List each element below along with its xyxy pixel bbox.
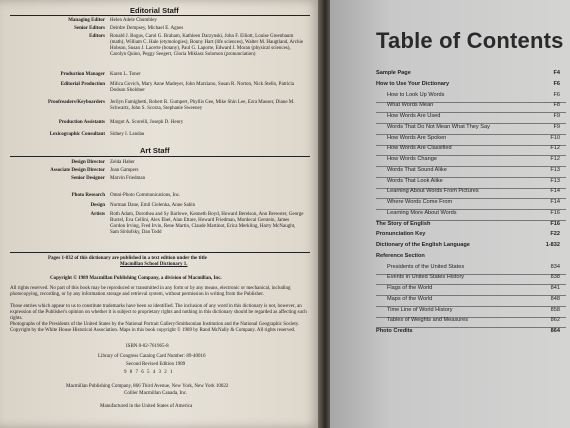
credit-role: Artists <box>90 212 105 217</box>
toc-entry <box>376 167 566 178</box>
toc-entry-title: Learning About Words From Pictures <box>387 188 479 195</box>
toc-entry <box>376 231 566 241</box>
credit-names: Zelda Haber <box>110 160 135 165</box>
lccn: Library of Congress Catalog Card Number: 89-40016 <box>98 354 206 359</box>
toc-entry-page: 858 <box>550 306 560 313</box>
credit-role: Design Director <box>71 160 105 165</box>
credit-names: Marvin Friedman <box>110 176 146 181</box>
toc-entry-page: 1-832 <box>545 242 560 248</box>
credit-names: Deirdre Dempsey, Michael E. Agnes <box>110 26 184 31</box>
toc-entry-page: F16 <box>550 209 560 216</box>
toc-entry-title: Learning More About Words <box>387 209 457 216</box>
toc-entry-title: The Story of English <box>376 220 431 227</box>
credit-role: Associate Design Director <box>50 168 105 173</box>
toc-entry-title: Where Words Come From <box>387 199 453 205</box>
toc-entry-title: Flags of the World <box>387 285 433 291</box>
toc-entry-title: How Words Are Spoken <box>387 134 447 141</box>
toc-entry-title: How Words Change <box>387 156 437 162</box>
toc-entry-title: Sample Page <box>376 70 411 76</box>
toc-entry <box>376 317 566 328</box>
toc-entry <box>376 307 566 318</box>
edition: Second Revised Edition 1989 <box>126 362 186 367</box>
toc-entry <box>376 188 566 199</box>
toc-entry-page: F4 <box>553 70 560 76</box>
copyright-line: Copyright © 1989 Macmillan Publishing Company, a division of Macmillan, Inc. <box>50 276 222 281</box>
toc-entry-title: How Words Are Classified <box>387 145 452 152</box>
copyright-rule <box>10 252 310 253</box>
trademark-paragraph: Those entries which appear to us to constitute trademarks have been so identified. The inclusion of any word in this dictionary is not, however, an expression of the Publisher's opinion on whether it is subject to proprietary rights and nothing in this dictionary should be regarded as affecting such rights. <box>10 304 307 321</box>
toc-entry <box>376 124 566 135</box>
toc-entry-page: 848 <box>550 295 560 302</box>
toc-entry-title: Time Line of World History <box>387 306 453 313</box>
toc-entry <box>376 178 566 189</box>
toc-entry <box>376 296 566 307</box>
toc-entry-page: 864 <box>550 328 560 334</box>
isbn: ISBN 0-02-761965-8 <box>126 344 169 349</box>
credit-names: Margot A. Scorelli, Joseph D. Henry <box>110 120 184 125</box>
toc-entry-page: F14 <box>550 188 560 195</box>
toc-entry-title: Words That Look Alike <box>387 177 443 184</box>
toc-entry-page: 838 <box>550 274 560 281</box>
credit-names: Helen Adele Chumbley <box>110 18 157 23</box>
manufactured-note: Manufactured in the United States of America <box>100 404 193 409</box>
credit-role: Production Assistants <box>58 120 105 125</box>
editorial-staff-heading: Editorial Staff <box>130 6 179 15</box>
toc-entry <box>376 242 566 252</box>
credit-role: Design <box>90 203 105 208</box>
toc-entry-title: What Words Mean <box>387 102 434 109</box>
toc-entry-page: F10 <box>550 134 560 141</box>
credit-role: Managing Editor <box>68 18 105 23</box>
toc-entry <box>376 92 566 103</box>
art-staff-heading: Art Staff <box>140 146 170 155</box>
toc-entry-page: F9 <box>553 113 560 119</box>
toc-entry <box>376 264 566 275</box>
toc-entry-page: 834 <box>550 263 560 270</box>
art-heading-rule <box>10 156 310 157</box>
credit-role: Photo Research <box>71 193 105 198</box>
page-title: Table of Contents <box>376 28 564 53</box>
rights-paragraph: All rights reserved. No part of this book may be reproduced or transmitted in any form or by any means, electronic or mechanical, including photocopying, recording, or by any information storage and retrieval system, without permission in writing from the Publisher. <box>10 286 291 297</box>
toc-entry <box>376 102 566 113</box>
toc-entry <box>376 145 566 156</box>
toc-entry-title: Dictionary of the English Language <box>376 242 470 248</box>
credit-role: Editors <box>89 34 105 39</box>
toc-entry-title: Photo Credits <box>376 328 413 334</box>
credit-names: Ronald J. Bogus, Carol G. Braham, Kathleen Darzynski, John F. Elliott, Louise Greenbaum (math), William C. Hale (etymologies), Bonny Hart (life sciences), Walter M. Haugtland, Archie Hobson, Susan J. Lacerte (botany), Paul G. Laporte, Edward J. Moran (physical sciences), Carolyn Quinn, Peggy Seegert, Gloria Miklasz Solomon (pronunciation) <box>110 34 304 57</box>
toc-entry <box>376 113 566 124</box>
credit-role: Proofreaders/Keyboarders <box>47 100 105 105</box>
photo-credit-paragraph: Photographs of the Presidents of the United States by the National Portrait Gallery/Smithsonian Institution and the National Geographic Society. Copyright by the White House Historical Association. Maps in this book copyright © 1989 by Rand McNally & Company. All rights reserved. <box>10 322 300 333</box>
toc-entry-title: Presidents of the United States <box>387 263 465 270</box>
toc-entry-page: F9 <box>553 123 560 130</box>
toc-entry-page: F13 <box>550 166 560 173</box>
toc-entry-page: F14 <box>550 199 560 205</box>
toc-entry-title: How to Look Up Words <box>387 91 445 98</box>
toc-entry <box>376 156 566 167</box>
toc-entry <box>376 199 566 210</box>
credit-names: Jerilyn Famighetti, Robert B. Gumpert, Phyllis Gee, Mike Shin Lee, Ezra Mauser, Diane M. Schwartz, John S. Scorza, Stephanie Sweeney <box>110 100 295 111</box>
toc-entry-page: F12 <box>550 145 560 152</box>
pages-note: Pages 1-832 of this dictionary are published in a text edition under the title <box>48 256 207 261</box>
toc-entry <box>376 70 566 80</box>
publisher-canada: Collier Macmillan Canada, Inc. <box>124 391 188 396</box>
toc-entry-page: F6 <box>553 91 560 98</box>
toc-entry-page: F6 <box>553 80 560 87</box>
pages-note-title: Macmillan School Dictionary 1. <box>120 262 188 267</box>
toc-entry-page: F13 <box>550 177 560 184</box>
credit-names: Sidney I. Landau <box>110 132 145 137</box>
toc-entry <box>376 285 566 296</box>
toc-entry-title: Reference Section <box>376 252 425 259</box>
toc-entry <box>376 135 566 146</box>
editorial-heading-rule <box>10 15 310 16</box>
credit-role: Production Manager <box>60 72 105 77</box>
toc-entry <box>376 253 566 263</box>
toc-entry-title: Tables of Weights and Measures <box>387 317 469 324</box>
credit-names: Omni-Photo Communications, Inc. <box>110 193 181 198</box>
printing-numbers: 9 8 7 6 5 4 3 2 1 <box>124 370 174 375</box>
credit-role: Lexicographic Consultant <box>49 132 105 137</box>
toc-entry-page: 862 <box>550 317 560 324</box>
toc-entry <box>376 221 566 231</box>
toc-entry-page: 841 <box>550 285 560 291</box>
toc-entry-page: F16 <box>550 220 560 227</box>
toc-entry-page: F8 <box>553 102 560 109</box>
toc-entry-title: Pronunciation Key <box>376 231 426 238</box>
toc-entry-page: F12 <box>550 156 560 162</box>
credit-role: Senior Designer <box>71 176 105 181</box>
toc-entry <box>376 328 566 338</box>
toc-entry-page: F22 <box>550 231 560 238</box>
toc-entry <box>376 274 566 285</box>
toc-entry-title: Maps of the World <box>387 295 433 302</box>
credit-role: Senior Editors <box>74 26 105 31</box>
toc-entry <box>376 81 566 91</box>
toc-entry-title: Words That Sound Alike <box>387 166 447 173</box>
credit-names: Karen L. Toner <box>110 72 141 77</box>
toc-entry-title: Words That Do Not Mean What They Say <box>387 123 490 130</box>
toc-entry <box>376 210 566 221</box>
credit-names: Roth Adam, Dorothea and Sy Barlowe, Kenneth Boyd, Howard Berelson, Ann Brewster, George Buctel, Eva Cellini, Alex Ebel, Alan Ettare, Howard Friedman, Mordecai Gerstein, James Gordon Irving, Fred Irvin, Rene Martin, Claude Martinot, Erica Merkling, Harry McNaught, Sam Sirdofsky, Dan Todd <box>110 212 304 235</box>
toc-entry-title: Events in United States History <box>387 274 465 281</box>
toc-entry-title: How Words Are Used <box>387 113 441 119</box>
toc-entry-title: How to Use Your Dictionary <box>376 80 450 87</box>
credit-role: Editorial Production <box>60 82 105 87</box>
credit-names: Joan Gampers <box>110 168 139 173</box>
credit-names: Norman Dane, Emil Cielenka, Anne Sabin <box>110 203 196 208</box>
publisher-address: Macmillan Publishing Company, 866 Third Avenue, New York, New York 10022 <box>66 384 229 389</box>
credit-names: Milica Govich, Mary Anne Madeyer, John Marziano, Susan R. Norton, Nick Stello, Patricia Dodson Sholdner <box>110 82 294 93</box>
